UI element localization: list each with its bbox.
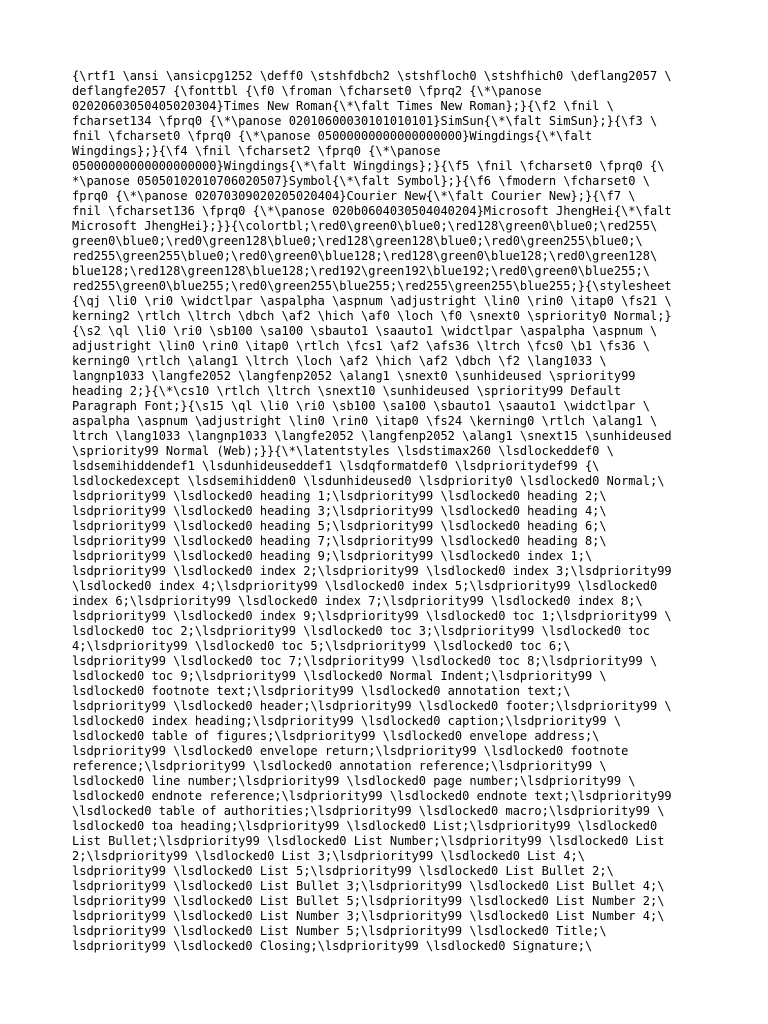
document-line: green0\blue0;\red0\green128\blue0;\red128\green128\blue0;\red0\green255\blue0;\ (72, 234, 643, 248)
document-line: lsdpriority99 \lsdlocked0 header;\lsdpriority99 \lsdlocked0 footer;\lsdpriority99 \ (72, 699, 672, 713)
document-line: lsdpriority99 \lsdlocked0 heading 5;\lsdpriority99 \lsdlocked0 heading 6;\ (72, 519, 607, 533)
document-line: lsdpriority99 \lsdlocked0 List Bullet 5;\lsdpriority99 \lsdlocked0 List Number 2;\ (72, 894, 665, 908)
document-line: {\qj \li0 \ri0 \widctlpar \aspalpha \aspnum \adjustright \lin0 \rin0 \itap0 \fs21 \ (72, 294, 672, 308)
document-line: lsdpriority99 \lsdlocked0 index 2;\lsdpriority99 \lsdlocked0 index 3;\lsdpriority99 (72, 564, 672, 578)
document-line: blue128;\red128\green128\blue128;\red192\green192\blue192;\red0\green0\blue255;\ (72, 264, 650, 278)
document-line: lsdpriority99 \lsdlocked0 toc 7;\lsdpriority99 \lsdlocked0 toc 8;\lsdpriority99 \ (72, 654, 658, 668)
document-line: fprq0 {\*\panose 02070309020205020404}Courier New{\*\falt Courier New};}{\f7 \ (72, 189, 636, 203)
document-line: kerning0 \rtlch \alang1 \ltrch \loch \af2 \hich \af2 \dbch \f2 \lang1033 \ (72, 354, 607, 368)
document-line: lsdpriority99 \lsdlocked0 index 9;\lsdpriority99 \lsdlocked0 toc 1;\lsdpriority99 \ (72, 609, 672, 623)
document-line: {\rtf1 \ansi \ansicpg1252 \deff0 \stshfdbch2 \stshfloch0 \stshfhich0 \deflang2057 \ (72, 69, 672, 83)
document-line: fnil \fcharset136 \fprq0 {\*\panose 020b0604030504040204}Microsoft JhengHei{\*\falt (72, 204, 672, 218)
document-line: lsdlocked0 toa heading;\lsdpriority99 \lsdlocked0 List;\lsdpriority99 \lsdlocked0 (72, 819, 658, 833)
document-line: lsdpriority99 \lsdlocked0 heading 7;\lsdpriority99 \lsdlocked0 heading 8;\ (72, 534, 607, 548)
document-line: *\panose 05050102010706020507}Symbol{\*\falt Symbol};}{\f6 \fmodern \fcharset0 \ (72, 174, 650, 188)
document-line: lsdpriority99 \lsdlocked0 Closing;\lsdpriority99 \lsdlocked0 Signature;\ (72, 939, 593, 953)
document-line: index 6;\lsdpriority99 \lsdlocked0 index 7;\lsdpriority99 \lsdlocked0 index 8;\ (72, 594, 643, 608)
document-line: lsdlockedexcept \lsdsemihidden0 \lsdunhideused0 \lsdpriority0 \lsdlocked0 Normal;\ (72, 474, 665, 488)
document-line: 4;\lsdpriority99 \lsdlocked0 toc 5;\lsdpriority99 \lsdlocked0 toc 6;\ (72, 639, 571, 653)
document-line: lsdpriority99 \lsdlocked0 heading 1;\lsdpriority99 \lsdlocked0 heading 2;\ (72, 489, 607, 503)
document-line: lsdpriority99 \lsdlocked0 List 5;\lsdpriority99 \lsdlocked0 List Bullet 2;\ (72, 864, 614, 878)
document-line: red255\green0\blue255;\red0\green255\blue255;\red255\green255\blue255;}{\stylesheet (72, 279, 672, 293)
document-line: lsdpriority99 \lsdlocked0 envelope return;\lsdpriority99 \lsdlocked0 footnote (72, 744, 629, 758)
document-line: adjustright \lin0 \rin0 \itap0 \rtlch \fcs1 \af2 \afs36 \ltrch \fcs0 \b1 \fs36 \ (72, 339, 650, 353)
document-line: lsdsemihiddendef1 \lsdunhideuseddef1 \lsdqformatdef0 \lsdprioritydef99 {\ (72, 459, 600, 473)
document-line: heading 2;}{\*\cs10 \rtlch \ltrch \snext10 \sunhideused \spriority99 Default (72, 384, 622, 398)
document-line: lsdlocked0 index heading;\lsdpriority99 \lsdlocked0 caption;\lsdpriority99 \ (72, 714, 622, 728)
document-line: lsdlocked0 toc 9;\lsdpriority99 \lsdlocked0 Normal Indent;\lsdpriority99 \ (72, 669, 607, 683)
document-line: lsdlocked0 endnote reference;\lsdpriority99 \lsdlocked0 endnote text;\lsdpriority99 (72, 789, 672, 803)
document-line: lsdlocked0 table of figures;\lsdpriority99 \lsdlocked0 envelope address;\ (72, 729, 600, 743)
document-line: Microsoft JhengHei};}}{\colortbl;\red0\green0\blue0;\red128\green0\blue0;\red255\ (72, 219, 658, 233)
document-line: reference;\lsdpriority99 \lsdlocked0 annotation reference;\lsdpriority99 \ (72, 759, 607, 773)
document-body (72, 69, 712, 954)
document-line: ltrch \lang1033 \langnp1033 \langfe2052 \langfenp2052 \alang1 \snext15 \sunhideused (72, 429, 672, 443)
document-line: lsdlocked0 line number;\lsdpriority99 \lsdlocked0 page number;\lsdpriority99 \ (72, 774, 636, 788)
document-line: langnp1033 \langfe2052 \langfenp2052 \alang1 \snext0 \sunhideused \spriority99 (72, 369, 636, 383)
document-line: List Bullet;\lsdpriority99 \lsdlocked0 List Number;\lsdpriority99 \lsdlocked0 List (72, 834, 665, 848)
document-line: \spriority99 Normal (Web);}}{\*\latentstyles \lsdstimax260 \lsdlockeddef0 \ (72, 444, 614, 458)
document-line: fcharset134 \fprq0 {\*\panose 02010600030101010101}SimSun{\*\falt SimSun};}{\f3 \ (72, 114, 658, 128)
document-line: fnil \fcharset0 \fprq0 {\*\panose 05000000000000000000}Wingdings{\*\falt (72, 129, 593, 143)
document-line: lsdpriority99 \lsdlocked0 List Number 3;\lsdpriority99 \lsdlocked0 List Number 4;\ (72, 909, 665, 923)
document-line: lsdpriority99 \lsdlocked0 List Bullet 3;\lsdpriority99 \lsdlocked0 List Bullet 4;\ (72, 879, 665, 893)
document-line: lsdpriority99 \lsdlocked0 List Number 5;\lsdpriority99 \lsdlocked0 Title;\ (72, 924, 607, 938)
document-line: lsdlocked0 footnote text;\lsdpriority99 \lsdlocked0 annotation text;\ (72, 684, 571, 698)
document-line: {\s2 \ql \li0 \ri0 \sb100 \sa100 \sbauto1 \saauto1 \widctlpar \aspalpha \aspnum \ (72, 324, 658, 338)
document-line: 05000000000000000000}Wingdings{\*\falt Wingdings};}{\f5 \fnil \fcharset0 \fprq0 {\ (72, 159, 665, 173)
document-line: 2;\lsdpriority99 \lsdlocked0 List 3;\lsdpriority99 \lsdlocked0 List 4;\ (72, 849, 585, 863)
document-line: lsdpriority99 \lsdlocked0 heading 3;\lsdpriority99 \lsdlocked0 heading 4;\ (72, 504, 607, 518)
document-line: \lsdlocked0 index 4;\lsdpriority99 \lsdlocked0 index 5;\lsdpriority99 \lsdlocked0 (72, 579, 658, 593)
document-line: Wingdings};}{\f4 \fnil \fcharset2 \fprq0 {\*\panose (72, 144, 441, 158)
document-line: Paragraph Font;}{\s15 \ql \li0 \ri0 \sb100 \sa100 \sbauto1 \saauto1 \widctlpar \ (72, 399, 650, 413)
document-line: \lsdlocked0 table of authorities;\lsdpriority99 \lsdlocked0 macro;\lsdpriority99 \ (72, 804, 665, 818)
document-line: lsdlocked0 toc 2;\lsdpriority99 \lsdlocked0 toc 3;\lsdpriority99 \lsdlocked0 toc (72, 624, 650, 638)
document-line: red255\green255\blue0;\red0\green0\blue128;\red128\green0\blue128;\red0\green128\ (72, 249, 658, 263)
document-line: 02020603050405020304}Times New Roman{\*\falt Times New Roman};}{\f2 \fnil \ (72, 99, 614, 113)
document-line: lsdpriority99 \lsdlocked0 heading 9;\lsdpriority99 \lsdlocked0 index 1;\ (72, 549, 593, 563)
document-line: deflangfe2057 {\fonttbl {\f0 \froman \fcharset0 \fprq2 {\*\panose (72, 84, 542, 98)
document-line: kerning2 \rtlch \ltrch \dbch \af2 \hich \af0 \loch \f0 \snext0 \spriority0 Normal;} (72, 309, 672, 323)
document-line: aspalpha \aspnum \adjustright \lin0 \rin0 \itap0 \fs24 \kerning0 \rtlch \alang1 \ (72, 414, 658, 428)
